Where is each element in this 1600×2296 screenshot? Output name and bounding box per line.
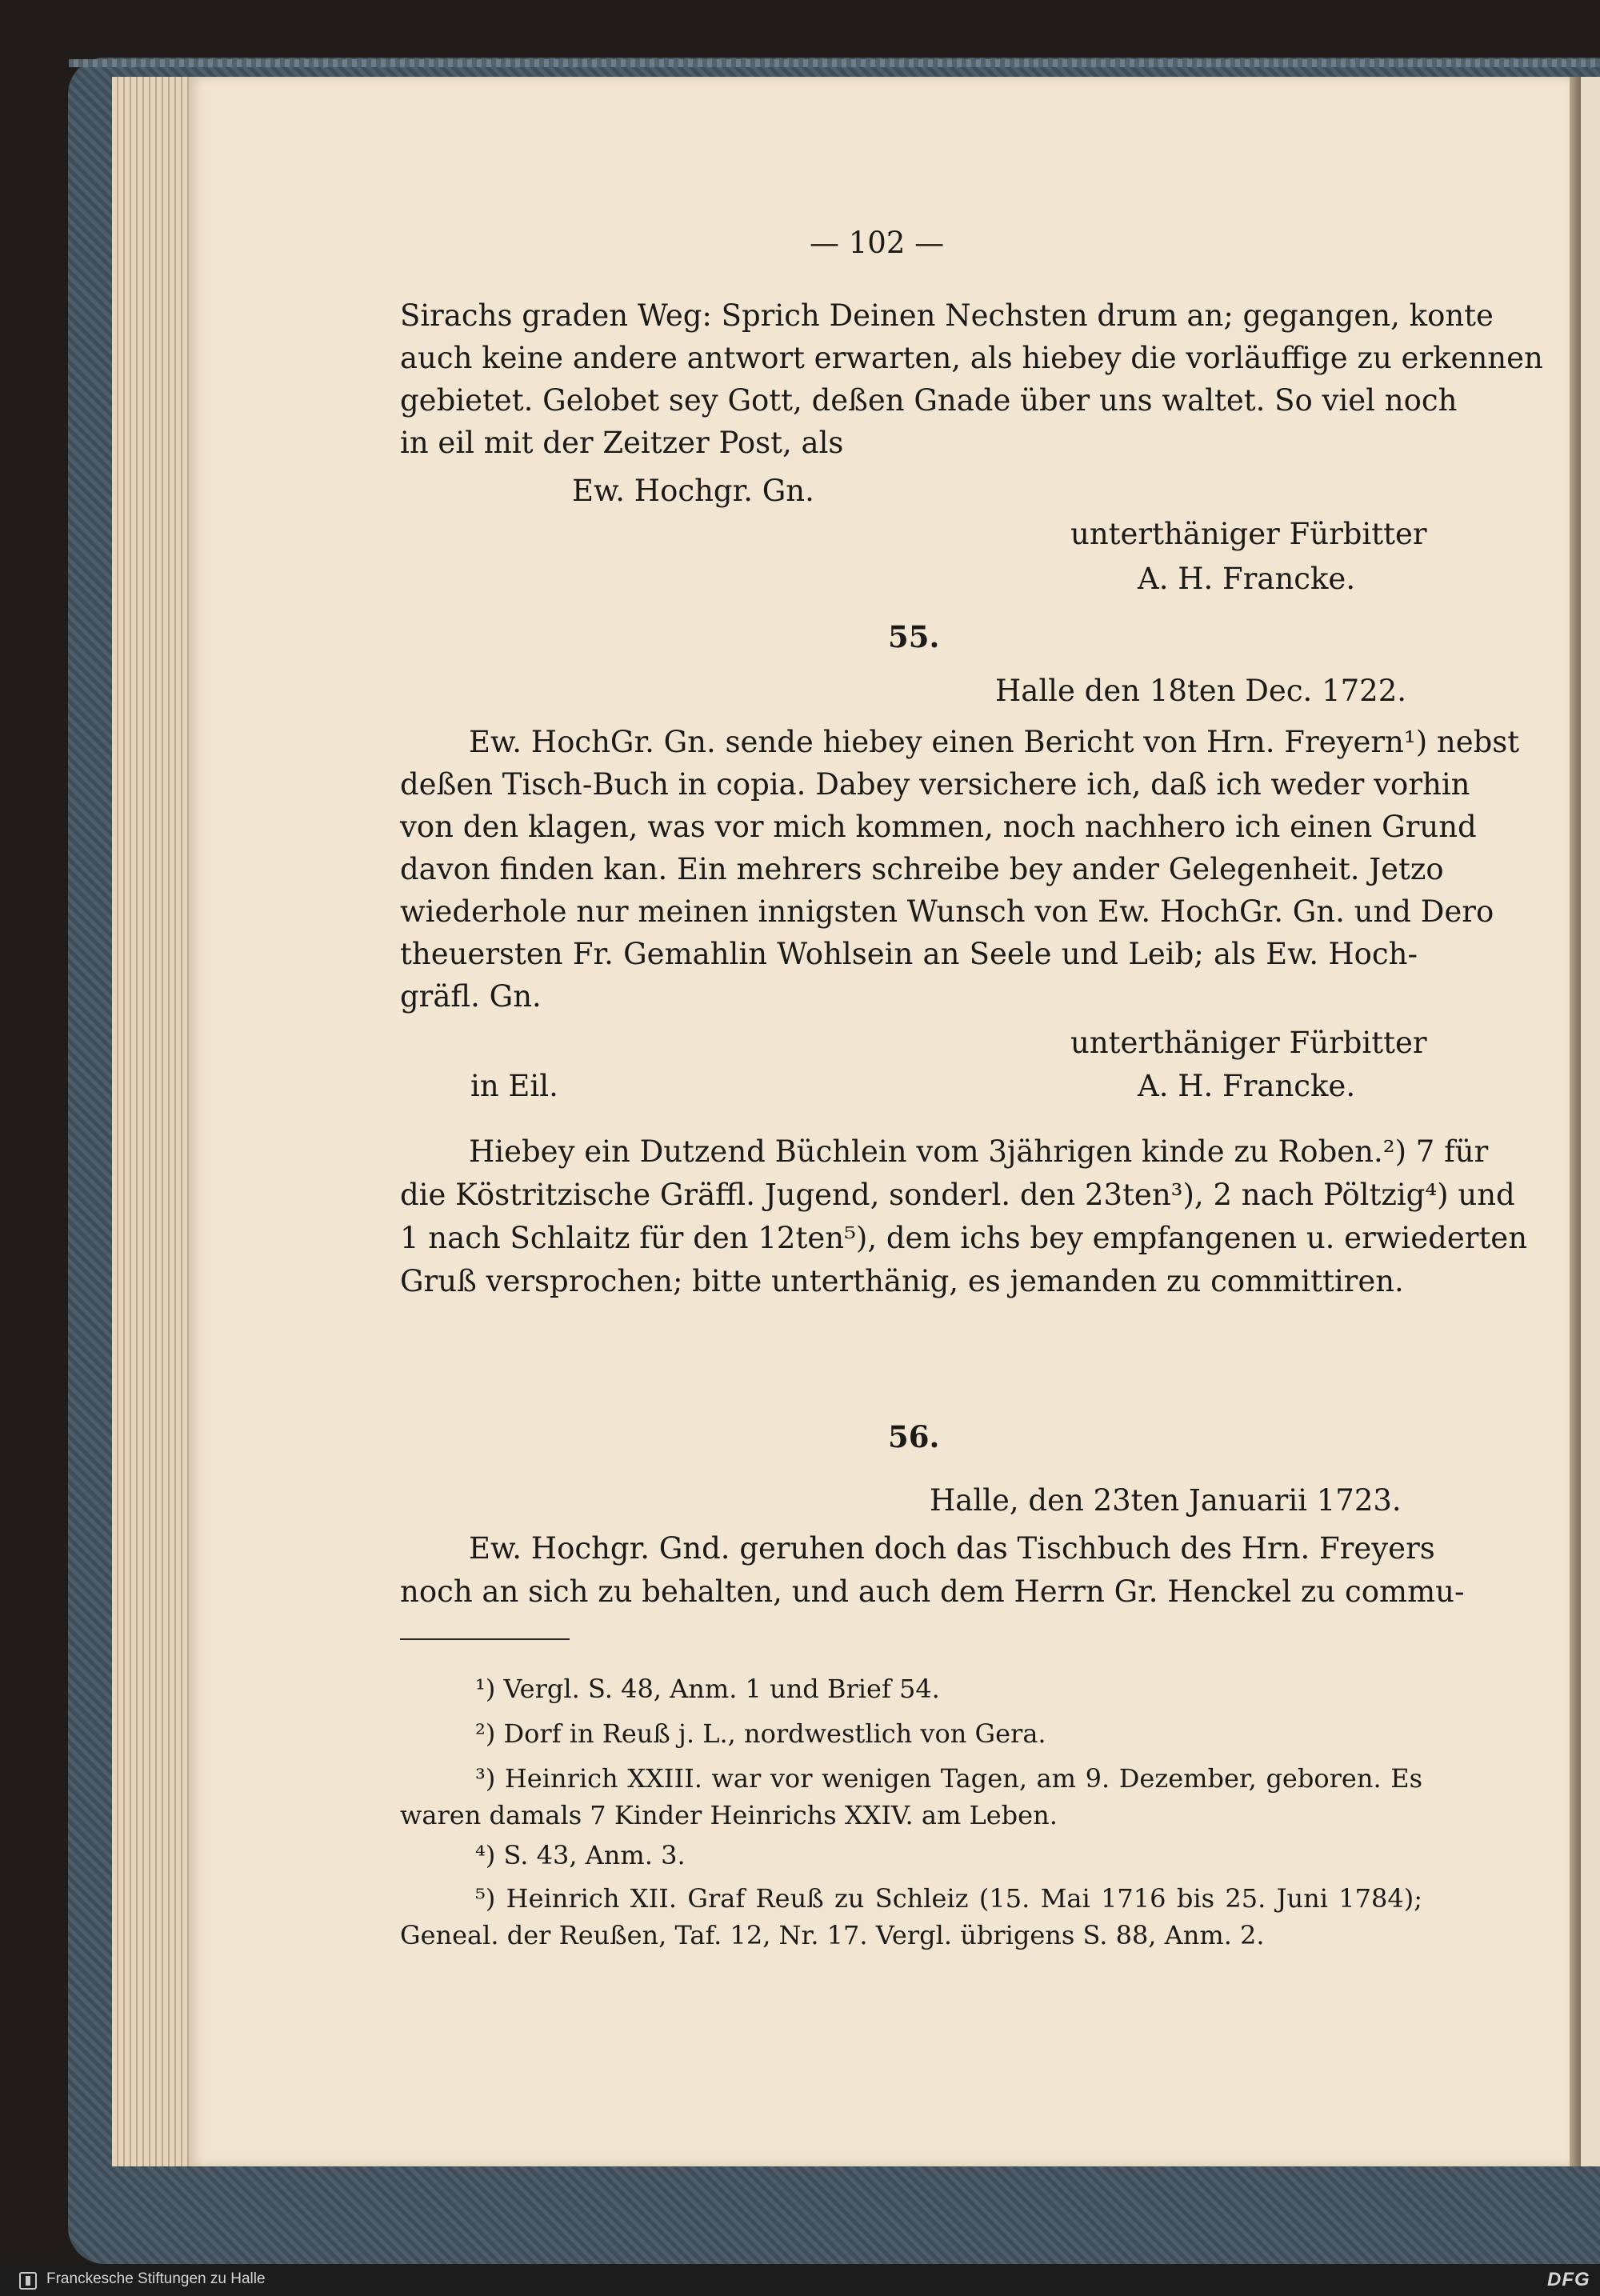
text-line: in eil mit der Zeitzer Post, als [400,426,844,460]
signature-name: A. H. Francke. [1138,1069,1356,1103]
in-eil-note: in Eil. [470,1069,558,1103]
postscript-line: die Köstritzische Gräffl. Jugend, sonderl. den 23ten³), 2 nach Pöltzig⁴) und [400,1178,1515,1212]
facing-page-edge [1581,77,1600,2166]
text-line: auch keine andere antwort erwarten, als hiebey die vorläuffige zu erkennen [400,341,1543,375]
footnote: ¹) Vergl. S. 48, Anm. 1 und Brief 54. [475,1674,940,1704]
text-line: von den klagen, was vor mich kommen, noch nachhero ich einen Grund [400,810,1477,844]
text-line: Ew. Hochgr. Gnd. geruhen doch das Tischbuch des Hrn. Freyers [469,1531,1435,1566]
text-line: theuersten Fr. Gemahlin Wohlsein an Seele und Leib; als Ew. Hoch- [400,937,1418,971]
book-gutter [1570,77,1581,2166]
letter-number: 55. [888,619,940,654]
text-line: gebietet. Gelobet sey Gott, deßen Gnade über uns waltet. So viel noch [400,383,1458,418]
letter-place-date: Halle den 18ten Dec. 1722. [995,674,1406,708]
footnote: ²) Dorf in Reuß j. L., nordwestlich von Gera. [475,1718,1046,1749]
text-line: Sirachs graden Weg: Sprich Deinen Nechsten drum an; gegangen, konte [400,298,1494,333]
dfg-logo: DFG [1547,2269,1590,2290]
footnote: ³) Heinrich XXIII. war vor wenigen Tagen, am 9. Dezember, geboren. Es [475,1763,1422,1794]
text-line: deßen Tisch-Buch in copia. Dabey versichere ich, daß ich weder vorhin [400,767,1470,802]
signature-title: unterthäniger Fürbitter [1070,1026,1427,1060]
postscript-line: Hiebey ein Dutzend Büchlein vom 3jährigen kinde zu Roben.²) 7 für [469,1134,1489,1169]
footnote-rule [400,1638,570,1640]
footnote: ⁵) Heinrich XII. Graf Reuß zu Schleiz (15. Mai 1716 bis 25. Juni 1784); [475,1883,1422,1914]
signature-name: A. H. Francke. [1138,562,1356,596]
page-edge-stack [112,77,192,2166]
footnote: waren damals 7 Kinder Heinrichs XXIV. am Leben. [400,1800,1058,1830]
text-line: wiederhole nur meinen innigsten Wunsch von Ew. HochGr. Gn. und Dero [400,894,1494,929]
text-line: Ew. HochGr. Gn. sende hiebey einen Bericht von Hrn. Freyern¹) nebst [469,725,1520,759]
footnote: Geneal. der Reußen, Taf. 12, Nr. 17. Vergl. übrigens S. 88, Anm. 2. [400,1920,1265,1950]
text-line: noch an sich zu behalten, und auch dem Herrn Gr. Henckel zu commu- [400,1574,1465,1609]
footnote: ⁴) S. 43, Anm. 3. [475,1840,686,1870]
letter-place-date: Halle, den 23ten Januarii 1723. [930,1483,1402,1518]
postscript-line: 1 nach Schlaitz für den 12ten⁵), dem ichs bey empfangenen u. erwiederten [400,1221,1528,1255]
page-number: — 102 — [810,226,945,260]
text-line: gräfl. Gn. [400,979,542,1014]
signature-title: unterthäniger Fürbitter [1070,517,1427,551]
postscript-line: Gruß versprochen; bitte unterthänig, es jemanden zu committiren. [400,1264,1404,1298]
letter-number: 56. [888,1419,940,1454]
institution-name: Franckesche Stiftungen zu Halle [46,2270,266,2287]
salutation: Ew. Hochgr. Gn. [572,474,814,508]
cover-top-edge [69,59,1600,67]
text-line: davon finden kan. Ein mehrers schreibe bey ander Gelegenheit. Jetzo [400,852,1444,886]
institution-logo-icon [19,2272,37,2290]
